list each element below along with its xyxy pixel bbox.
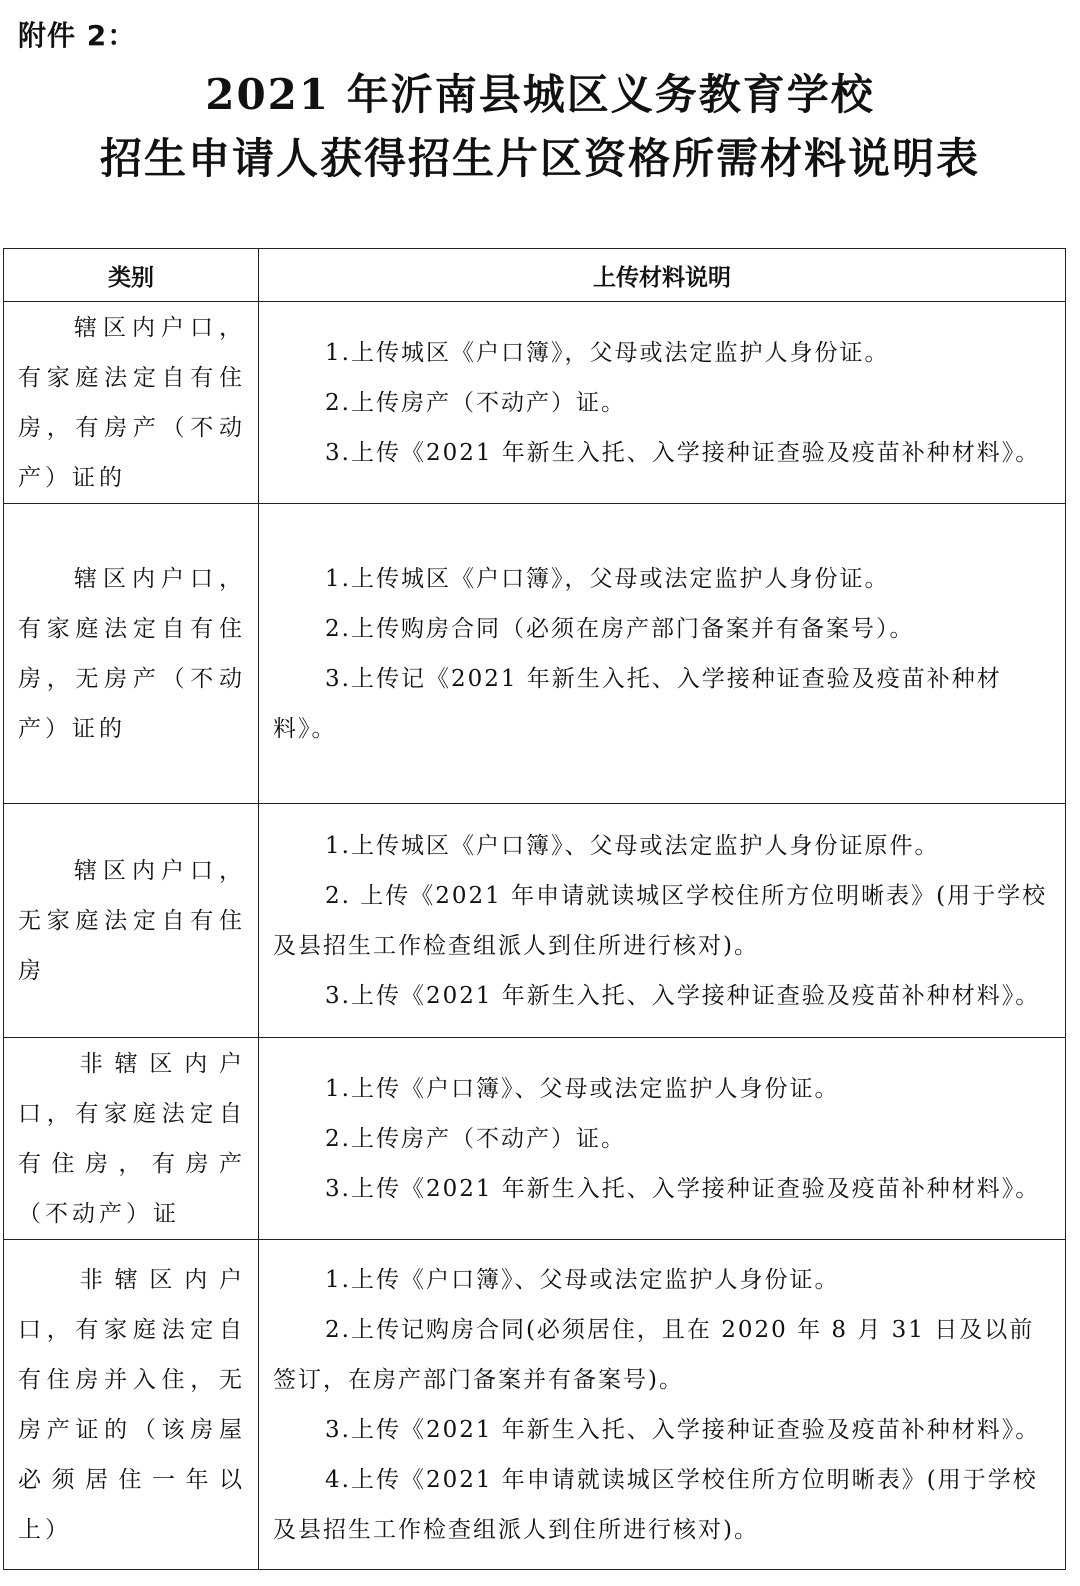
row-description xyxy=(259,504,1066,804)
row-category: 非辖区内户口，有家庭法定自有住房并入住，无房产证的（该房屋必须居住一年以上） xyxy=(4,1240,259,1570)
table-row xyxy=(4,302,1066,504)
list-item: 4.上传《2021 年申请就读城区学校住所方位明晰表》(用于学校及县招生工作检查组派人到住所进行核对)。 xyxy=(273,1466,1038,1543)
table-row xyxy=(4,804,1066,1038)
document-title-line2: 招生申请人获得招生片区资格所需材料说明表 xyxy=(99,134,980,183)
list-item: 2.上传购房合同（必须在房产部门备案并有备案号）。 xyxy=(325,615,915,642)
list-item: 2.上传房产（不动产）证。 xyxy=(325,389,626,416)
list-item: 3.上传《2021 年新生入托、入学接种证查验及疫苗补种材料》。 xyxy=(325,1416,1041,1443)
table-row xyxy=(4,1240,1066,1570)
row-category: 辖区内户口，有家庭法定自有住房，无房产（不动产）证的 xyxy=(4,504,259,804)
row-description xyxy=(259,804,1066,1038)
list-item: 3.上传《2021 年新生入托、入学接种证查验及疫苗补种材料》。 xyxy=(325,982,1041,1009)
attachment-label: 附件 2： xyxy=(18,19,137,52)
table-row xyxy=(4,504,1066,804)
list-item: 2. 上传《2021 年申请就读城区学校住所方位明晰表》(用于学校及县招生工作检查组派人到住所进行核对)。 xyxy=(273,882,1048,959)
list-item: 3.上传《2021 年新生入托、入学接种证查验及疫苗补种材料》。 xyxy=(325,439,1041,466)
row-category: 辖区内户口，有家庭法定自有住房，有房产（不动产）证的 xyxy=(4,302,259,504)
list-item: 3.上传《2021 年新生入托、入学接种证查验及疫苗补种材料》。 xyxy=(325,1175,1041,1202)
list-item: 2.上传记购房合同(必须居住，且在 2020 年 8 月 31 日及以前签订，在房产部门备案并有备案号)。 xyxy=(273,1316,1035,1393)
row-category: 辖区内户口，无家庭法定自有住房 xyxy=(4,804,259,1038)
row-description xyxy=(259,1038,1066,1240)
document-title-line1: 2021 年沂南县城区义务教育学校 xyxy=(205,70,875,119)
table-row xyxy=(4,1038,1066,1240)
table-header-row xyxy=(4,249,1066,302)
list-item: 3.上传记《2021 年新生入托、入学接种证查验及疫苗补种材料》。 xyxy=(273,665,1002,742)
list-item: 1.上传城区《户口簿》，父母或法定监护人身份证。 xyxy=(325,565,890,592)
row-category: 非辖区内户口，有家庭法定自有住房，有房产（不动产）证 xyxy=(4,1038,259,1240)
list-item: 2.上传房产（不动产）证。 xyxy=(325,1125,626,1152)
row-description xyxy=(259,302,1066,504)
header-description: 上传材料说明 xyxy=(259,249,1066,302)
row-description xyxy=(259,1240,1066,1570)
list-item: 1.上传《户口簿》、父母或法定监护人身份证。 xyxy=(325,1075,840,1102)
materials-table xyxy=(3,248,1066,1570)
list-item: 1.上传城区《户口簿》、父母或法定监护人身份证原件。 xyxy=(325,832,940,859)
list-item: 1.上传《户口簿》、父母或法定监护人身份证。 xyxy=(325,1266,840,1293)
list-item: 1.上传城区《户口簿》，父母或法定监护人身份证。 xyxy=(325,339,890,366)
header-category: 类别 xyxy=(4,249,259,302)
